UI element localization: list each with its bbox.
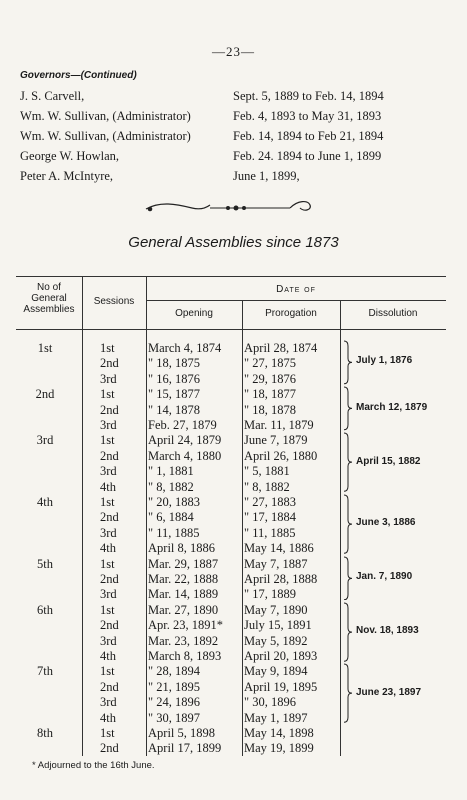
cell-prorogation: July 15, 1891 bbox=[244, 618, 312, 632]
governor-row bbox=[20, 126, 440, 146]
cell-prorogation: " 17, 1884 bbox=[244, 510, 296, 524]
dissolution-brace bbox=[343, 386, 353, 431]
cell-session: 3rd bbox=[100, 418, 117, 432]
governor-row bbox=[20, 166, 440, 186]
dissolution-brace bbox=[343, 340, 353, 385]
cell-session: 1st bbox=[100, 726, 115, 740]
cell-opening: March 4, 1874 bbox=[148, 341, 222, 355]
cell-session: 1st bbox=[100, 387, 115, 401]
cell-opening: April 17, 1899 bbox=[148, 741, 222, 755]
cell-opening: " 14, 1878 bbox=[148, 403, 200, 417]
cell-session: 4th bbox=[100, 541, 116, 555]
header-sessions: Sessions bbox=[93, 296, 135, 307]
cell-session: 4th bbox=[100, 711, 116, 725]
cell-prorogation: " 29, 1876 bbox=[244, 372, 296, 386]
header-prorogation: Prorogation bbox=[265, 308, 317, 319]
cell-opening: Mar. 27, 1890 bbox=[148, 603, 219, 617]
cell-session: 3rd bbox=[100, 464, 117, 478]
cell-session: 4th bbox=[100, 480, 116, 494]
cell-session: 2nd bbox=[100, 680, 119, 694]
cell-prorogation: May 5, 1892 bbox=[244, 634, 308, 648]
dissolution-brace bbox=[343, 556, 353, 601]
cell-assembly: 3rd bbox=[36, 433, 54, 447]
cell-prorogation: " 30, 1896 bbox=[244, 695, 296, 709]
governors-list bbox=[20, 86, 440, 186]
cell-session: 2nd bbox=[100, 356, 119, 370]
cell-opening: " 21, 1895 bbox=[148, 680, 200, 694]
cell-opening: " 20, 1883 bbox=[148, 495, 200, 509]
header-opening: Opening bbox=[175, 308, 213, 319]
cell-prorogation: April 19, 1895 bbox=[244, 680, 318, 694]
cell-prorogation: April 28, 1874 bbox=[244, 341, 318, 355]
cell-opening: " 6, 1884 bbox=[148, 510, 194, 524]
cell-session: 4th bbox=[100, 649, 116, 663]
cell-opening: Mar. 23, 1892 bbox=[148, 634, 219, 648]
cell-opening: March 4, 1880 bbox=[148, 449, 222, 463]
header-no-of: No of bbox=[37, 282, 61, 293]
cell-session: 1st bbox=[100, 495, 115, 509]
cell-session: 3rd bbox=[100, 634, 117, 648]
cell-session: 2nd bbox=[100, 741, 119, 755]
footnote: * Adjourned to the 16th June. bbox=[32, 760, 155, 771]
cell-opening: Feb. 27, 1879 bbox=[148, 418, 217, 432]
cell-prorogation: May 14, 1898 bbox=[244, 726, 314, 740]
cell-prorogation: April 26, 1880 bbox=[244, 449, 318, 463]
cell-opening: " 28, 1894 bbox=[148, 664, 200, 678]
cell-opening: Mar. 14, 1889 bbox=[148, 587, 219, 601]
cell-opening: Apr. 23, 1891* bbox=[148, 618, 223, 632]
cell-opening: March 8, 1893 bbox=[148, 649, 222, 663]
dissolution-brace bbox=[343, 494, 353, 554]
cell-session: 3rd bbox=[100, 526, 117, 540]
dissolution-date: June 3, 1886 bbox=[356, 517, 416, 528]
header-general: General bbox=[31, 293, 67, 304]
section-title: General Assemblies since 1873 bbox=[128, 234, 339, 251]
dissolution-brace bbox=[343, 663, 353, 723]
dissolution-date: June 23, 1897 bbox=[356, 687, 422, 698]
cell-prorogation: " 11, 1885 bbox=[244, 526, 296, 540]
cell-assembly: 7th bbox=[37, 664, 53, 678]
cell-opening: " 18, 1875 bbox=[148, 356, 200, 370]
governor-name: George W. Howlan, bbox=[20, 149, 120, 163]
governor-row bbox=[20, 146, 440, 166]
cell-session: 2nd bbox=[100, 618, 119, 632]
cell-prorogation: " 8, 1882 bbox=[244, 480, 290, 494]
cell-assembly: 8th bbox=[37, 726, 53, 740]
dissolution-date: July 1, 1876 bbox=[356, 355, 413, 366]
governor-term: Feb. 14, 1894 to Feb 21, 1894 bbox=[233, 129, 384, 143]
cell-prorogation: April 20, 1893 bbox=[244, 649, 318, 663]
cell-prorogation: " 18, 1878 bbox=[244, 403, 296, 417]
cell-opening: " 8, 1882 bbox=[148, 480, 194, 494]
cell-session: 1st bbox=[100, 341, 115, 355]
cell-session: 3rd bbox=[100, 695, 117, 709]
cell-prorogation: " 5, 1881 bbox=[244, 464, 290, 478]
cell-session: 2nd bbox=[100, 449, 119, 463]
cell-prorogation: May 1, 1897 bbox=[244, 711, 308, 725]
cell-opening: Mar. 22, 1888 bbox=[148, 572, 219, 586]
cell-prorogation: May 14, 1886 bbox=[244, 541, 314, 555]
governor-term: Feb. 4, 1893 to May 31, 1893 bbox=[233, 109, 382, 123]
cell-prorogation: " 17, 1889 bbox=[244, 587, 296, 601]
cell-assembly: 2nd bbox=[35, 387, 55, 401]
governor-name: Wm. W. Sullivan, (Administrator) bbox=[20, 129, 191, 143]
cell-session: 3rd bbox=[100, 372, 117, 386]
cell-prorogation: " 27, 1883 bbox=[244, 495, 296, 509]
cell-session: 3rd bbox=[100, 587, 117, 601]
cell-prorogation: " 18, 1877 bbox=[244, 387, 296, 401]
cell-session: 1st bbox=[100, 433, 115, 447]
cell-assembly: 1st bbox=[37, 341, 53, 355]
cell-prorogation: May 19, 1899 bbox=[244, 741, 314, 755]
cell-prorogation: June 7, 1879 bbox=[244, 433, 308, 447]
governor-term: June 1, 1899, bbox=[233, 169, 300, 183]
cell-session: 1st bbox=[100, 664, 115, 678]
page-number: —23— bbox=[212, 44, 255, 59]
governor-name: Peter A. McIntyre, bbox=[20, 169, 114, 183]
cell-assembly: 5th bbox=[37, 557, 53, 571]
governor-row bbox=[20, 106, 440, 126]
cell-opening: April 8, 1886 bbox=[148, 541, 216, 555]
dissolution-brace bbox=[343, 602, 353, 662]
header-assemblies: Assemblies bbox=[23, 304, 75, 315]
cell-prorogation: April 28, 1888 bbox=[244, 572, 318, 586]
header-dissolution: Dissolution bbox=[368, 308, 418, 319]
governor-term: Feb. 24. 1894 to June 1, 1899 bbox=[233, 149, 382, 163]
cell-opening: " 16, 1876 bbox=[148, 372, 200, 386]
cell-prorogation: Mar. 11, 1879 bbox=[244, 418, 314, 432]
cell-opening: April 5, 1898 bbox=[148, 726, 216, 740]
governor-row bbox=[20, 86, 440, 106]
cell-session: 1st bbox=[100, 557, 115, 571]
header-date-of: Date of bbox=[276, 284, 316, 295]
cell-opening: " 15, 1877 bbox=[148, 387, 200, 401]
ornament-divider bbox=[140, 196, 320, 218]
dissolution-brace bbox=[343, 432, 353, 492]
governor-name: Wm. W. Sullivan, (Administrator) bbox=[20, 109, 191, 123]
cell-opening: " 24, 1896 bbox=[148, 695, 200, 709]
dissolution-date: Jan. 7, 1890 bbox=[356, 571, 413, 582]
cell-prorogation: " 27, 1875 bbox=[244, 356, 296, 370]
cell-prorogation: May 9, 1894 bbox=[244, 664, 308, 678]
cell-opening: " 11, 1885 bbox=[148, 526, 200, 540]
dissolution-date: March 12, 1879 bbox=[356, 402, 428, 413]
cell-session: 2nd bbox=[100, 510, 119, 524]
cell-assembly: 4th bbox=[37, 495, 53, 509]
cell-opening: " 1, 1881 bbox=[148, 464, 194, 478]
cell-opening: April 24, 1879 bbox=[148, 433, 222, 447]
cell-session: 2nd bbox=[100, 403, 119, 417]
cell-prorogation: May 7, 1890 bbox=[244, 603, 308, 617]
cell-assembly: 6th bbox=[37, 603, 53, 617]
cell-session: 1st bbox=[100, 603, 115, 617]
governors-heading: Governors—(Continued) bbox=[20, 70, 137, 81]
cell-prorogation: May 7, 1887 bbox=[244, 557, 308, 571]
cell-opening: " 30, 1897 bbox=[148, 711, 200, 725]
governor-term: Sept. 5, 1889 to Feb. 14, 1894 bbox=[233, 89, 384, 103]
governor-name: J. S. Carvell, bbox=[20, 89, 85, 103]
dissolution-date: April 15, 1882 bbox=[356, 456, 421, 467]
cell-opening: Mar. 29, 1887 bbox=[148, 557, 219, 571]
dissolution-date: Nov. 18, 1893 bbox=[356, 625, 419, 636]
cell-session: 2nd bbox=[100, 572, 119, 586]
